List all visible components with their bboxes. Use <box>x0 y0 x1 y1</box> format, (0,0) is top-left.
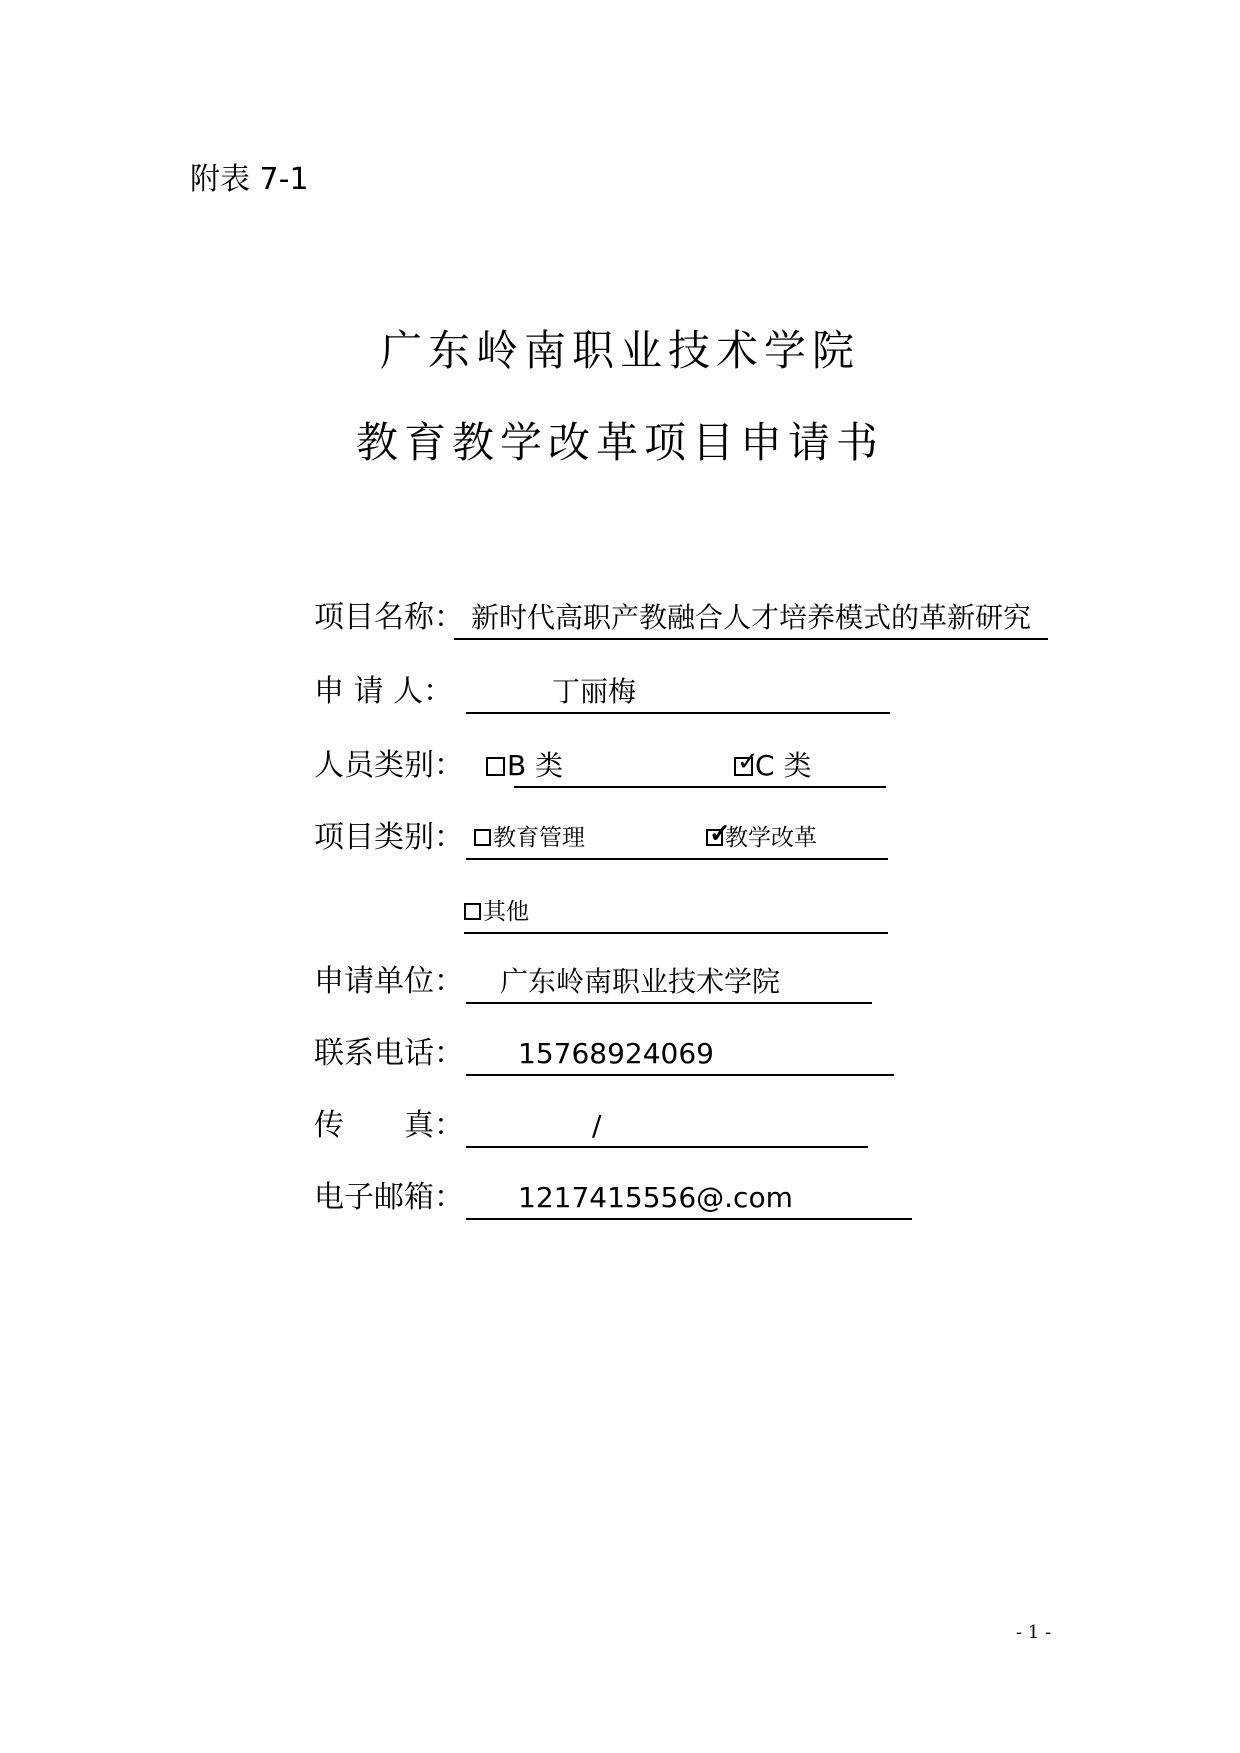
project-name-value: 新时代高职产教融合人才培养模式的革新研究 <box>471 601 1032 634</box>
staff-category-label: 人员类别： <box>314 748 464 783</box>
category-option-reform[interactable] <box>706 818 817 858</box>
document-title-line1: 广东岭南职业技术学院 <box>379 326 860 375</box>
applicant-label: 申 请 人： <box>314 674 454 709</box>
applicant-value: 丁丽梅 <box>552 675 637 708</box>
category-option-other[interactable] <box>464 892 529 932</box>
field-fax <box>314 1106 914 1156</box>
email-label: 电子邮箱： <box>314 1180 464 1215</box>
field-project-category-other <box>314 892 914 942</box>
unit-label: 申请单位： <box>314 964 464 999</box>
project-name-label: 项目名称： <box>314 600 464 635</box>
page-number: - 1 - <box>1016 1622 1052 1643</box>
field-staff-category <box>314 746 914 796</box>
appendix-label: 附表 7-1 <box>190 162 309 197</box>
document-title-line2: 教育教学改革项目申请书 <box>355 418 884 467</box>
checkbox-b[interactable] <box>486 757 505 776</box>
field-unit <box>314 962 914 1012</box>
field-project-category <box>314 818 914 868</box>
phone-value: 15768924069 <box>518 1037 714 1070</box>
check-mark-icon: ✓ <box>737 747 759 777</box>
fax-label: 传 真： <box>314 1108 464 1143</box>
phone-label: 联系电话： <box>314 1036 464 1071</box>
unit-value: 广东岭南职业技术学院 <box>500 965 781 998</box>
check-mark-icon: ✓ <box>709 819 731 849</box>
staff-option-c-label: C 类 <box>755 749 812 782</box>
staff-option-b[interactable] <box>486 746 563 786</box>
staff-category-underline <box>514 746 886 788</box>
category-option-management[interactable] <box>474 818 585 858</box>
fax-underline <box>466 1106 868 1148</box>
category-option-management-label: 教育管理 <box>493 825 585 851</box>
category-option-other-label: 其他 <box>483 899 529 925</box>
checkbox-reform[interactable] <box>706 819 731 849</box>
checkbox-c[interactable] <box>734 747 759 777</box>
project-category-label: 项目类别： <box>314 820 464 855</box>
applicant-underline <box>466 672 890 714</box>
field-applicant <box>314 672 914 722</box>
category-option-reform-label: 教学改革 <box>725 825 817 851</box>
fax-value: / <box>592 1109 602 1142</box>
staff-option-b-label: B 类 <box>507 749 564 782</box>
staff-option-c[interactable] <box>734 746 811 786</box>
field-project-name <box>314 598 1054 648</box>
checkbox-management[interactable] <box>474 829 491 846</box>
email-value: 1217415556@.com <box>518 1181 793 1214</box>
field-phone <box>314 1034 914 1084</box>
field-email <box>314 1178 934 1228</box>
checkbox-other[interactable] <box>464 903 481 920</box>
